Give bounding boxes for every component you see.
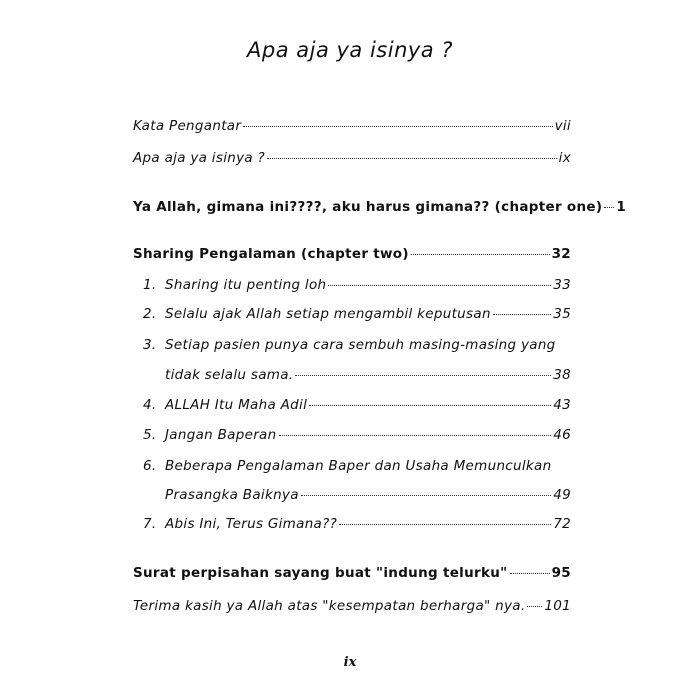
toc-entry-page: 43 — [553, 397, 571, 413]
dot-leader — [527, 606, 542, 607]
dot-leader — [279, 435, 552, 436]
toc-subentry-number: 3. — [143, 337, 157, 353]
toc-entry-label: Surat perpisahan sayang buat "indung telurku" — [133, 565, 508, 581]
toc-entry-chapter-one — [133, 199, 627, 215]
toc-entry-page: 1 — [616, 199, 627, 215]
toc-entry-label: Beberapa Pengalaman Baper dan Usaha Memunculkan — [165, 458, 552, 474]
toc-entry-page: 33 — [553, 277, 571, 293]
toc-entry-page: 46 — [553, 427, 571, 443]
toc-entry-label: tidak selalu sama. — [165, 367, 294, 383]
toc-entry-page: 72 — [553, 516, 571, 532]
toc-subentry — [143, 306, 571, 322]
toc-entry-apa-aja — [133, 150, 571, 166]
toc-entry-label: Sharing itu penting loh — [165, 277, 327, 293]
toc-subentry — [143, 337, 571, 353]
dot-leader — [339, 524, 551, 525]
toc-subentry-continuation — [165, 367, 571, 383]
dot-leader — [243, 126, 552, 127]
dot-leader — [295, 375, 551, 376]
toc-entry-surat — [133, 565, 571, 581]
dot-leader — [510, 573, 550, 574]
toc-subentry — [143, 458, 571, 474]
toc-entry-terima-kasih — [133, 598, 571, 614]
toc-subentry — [143, 427, 571, 443]
toc-subentry-number: 2. — [143, 306, 157, 322]
page-number: ix — [343, 655, 357, 670]
toc-entry-label: Sharing Pengalaman (chapter two) — [133, 246, 409, 262]
toc-subentry-number: 6. — [143, 458, 157, 474]
toc-subentry — [143, 277, 571, 293]
toc-entry-page: 49 — [553, 487, 571, 503]
toc-entry-page: ix — [558, 150, 571, 166]
toc-entry-label: Setiap pasien punya cara sembuh masing-masing yang — [165, 337, 556, 353]
dot-leader — [267, 158, 557, 159]
dot-leader — [328, 285, 551, 286]
toc-entry-chapter-two — [133, 246, 571, 262]
toc-entry-label: Apa aja ya isinya ? — [133, 150, 266, 166]
toc-entry-label: Kata Pengantar — [133, 118, 242, 134]
toc-entry-label: ALLAH Itu Maha Adil — [165, 397, 308, 413]
toc-entry-label: Jangan Baperan — [165, 427, 277, 443]
dot-leader — [411, 254, 550, 255]
toc-subentry-continuation — [165, 487, 571, 503]
dot-leader — [309, 405, 551, 406]
toc-subentry-number: 1. — [143, 277, 157, 293]
toc-entry-label: Selalu ajak Allah setiap mengambil keputusan — [165, 306, 491, 322]
page-title: Apa aja ya isinya ? — [247, 38, 453, 62]
toc-subentry-number: 5. — [143, 427, 157, 443]
toc-subentry-number: 4. — [143, 397, 157, 413]
toc-subentry — [143, 516, 571, 532]
dot-leader — [301, 495, 551, 496]
dot-leader — [493, 314, 551, 315]
toc-entry-page: vii — [554, 118, 571, 134]
toc-entry-page: 95 — [551, 565, 571, 581]
toc-entry-page: 101 — [544, 598, 571, 614]
toc-entry-label: Prasangka Baiknya — [165, 487, 299, 503]
toc-subentry — [143, 397, 571, 413]
toc-entry-kata-pengantar — [133, 118, 571, 134]
toc-entry-label: Abis Ini, Terus Gimana?? — [165, 516, 338, 532]
toc-entry-label: Terima kasih ya Allah atas "kesempatan berharga" nya. — [133, 598, 526, 614]
toc-entry-label: Ya Allah, gimana ini????, aku harus gimana?? (chapter one) — [133, 199, 603, 215]
toc-subentry-number: 7. — [143, 516, 157, 532]
toc-entry-page: 35 — [553, 306, 571, 322]
toc-entry-page: 38 — [553, 367, 571, 383]
toc-entry-page: 32 — [551, 246, 571, 262]
dot-leader — [604, 207, 614, 208]
